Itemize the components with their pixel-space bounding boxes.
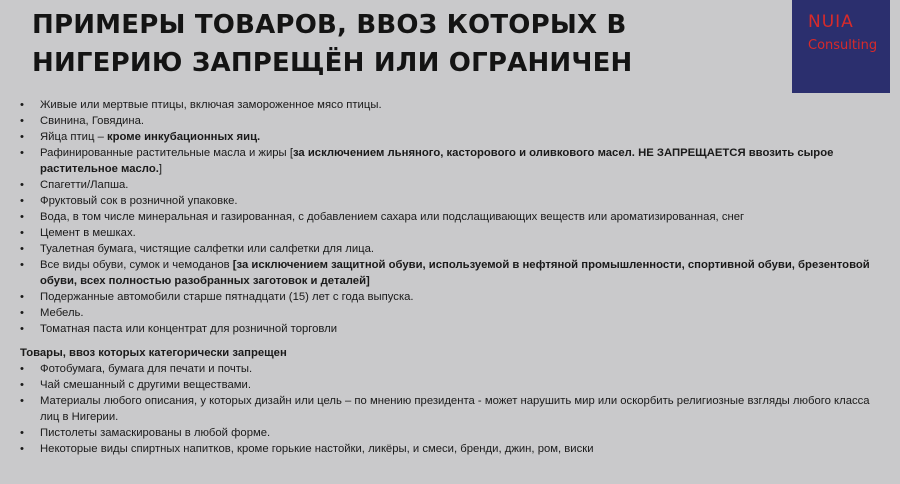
list-item: • Цемент в мешках. [20,225,870,241]
list-item: • Подержанные автомобили старше пятнадцати (15) лет с года выпуска. [20,289,870,305]
company-logo [792,0,890,93]
restricted-goods-list [20,97,870,337]
list-item: • Живые или мертвые птицы, включая замороженное мясо птицы. [20,97,870,113]
list-item: • Мебель. [20,305,870,321]
list-item: • Свинина, Говядина. [20,113,870,129]
list-item: • Фруктовый сок в розничной упаковке. [20,193,870,209]
list-item: • Вода, в том числе минеральная и газированная, с добавлением сахара или подслащивающих веществ или ароматизированная, снег [20,209,870,225]
page-title: ПРИМЕРЫ ТОВАРОВ, ВВОЗ КОТОРЫХ В НИГЕРИЮ ЗАПРЕЩЁН ИЛИ ОГРАНИЧЕН [32,10,633,78]
list-item: • Яйца птиц – кроме инкубационных яиц. [20,129,870,145]
list-item: • Материалы любого описания, у которых дизайн или цель – по мнению президента - может нарушить мир или оскорбить религиозные взгляды любого класса лиц в Нигерии. [20,393,870,425]
list-item: • Спагетти/Лапша. [20,177,870,193]
list-item: • Пистолеты замаскированы в любой форме. [20,425,870,441]
list-item: • Чай смешанный с другими веществами. [20,377,870,393]
list-item: • Некоторые виды спиртных напитков, кроме горькие настойки, ликёры, и смеси, бренди, джин, ром, виски [20,441,870,457]
list-item: • Рафинированные растительные масла и жиры [за исключением льняного, касторового и оливкового масел. НЕ ЗАПРЕЩАЕТСЯ ввозить сырое растительное масло.] [20,145,870,177]
prohibited-goods-list [20,361,870,457]
list-item: • Фотобумага, бумага для печати и почты. [20,361,870,377]
list-item: • Все виды обуви, сумок и чемоданов [за исключением защитной обуви, используемой в нефтяной промышленности, спортивной обуви, брезентовой обуви, всех полностью разобранных заготовок и деталей] [20,257,870,289]
list-item: • Туалетная бумага, чистящие салфетки или салфетки для лица. [20,241,870,257]
list-item: • Томатная паста или концентрат для розничной торговли [20,321,870,337]
prohibited-section-heading: Товары, ввоз которых категорически запрещен [20,347,287,359]
logo-line-1: NUIA [808,12,854,32]
logo-line-2: Consulting [808,38,878,53]
